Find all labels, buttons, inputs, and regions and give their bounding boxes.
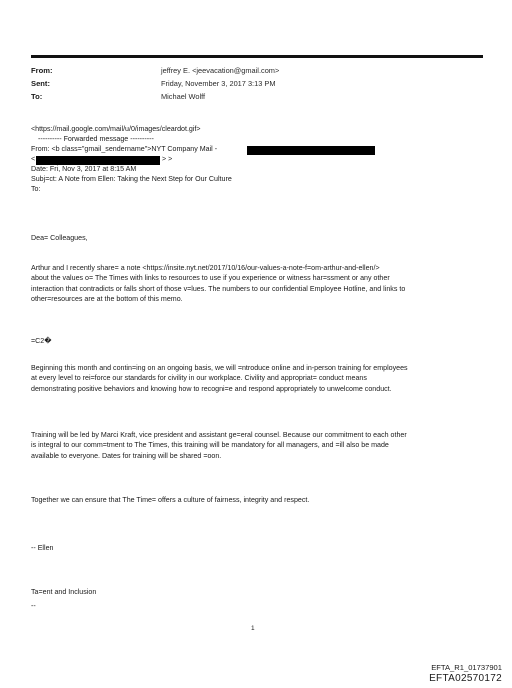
redaction-bar	[36, 156, 160, 165]
sent-label: Sent:	[31, 79, 50, 88]
paragraph-line: about the values o= The Times with links to resources to use if you experience or witness har=ssment or any other	[31, 274, 390, 283]
bates-number: EFTA02570172	[429, 673, 502, 684]
page-number: 1	[251, 625, 255, 632]
to-value: Michael Wolff	[161, 92, 206, 101]
paragraph-training-intro	[31, 363, 487, 394]
paragraph-line: is integral to our comm=tment to The Times, this training will be mandatory for all managers, and =ill also be made	[31, 441, 389, 450]
forwarded-message-line: ---------- Forwarded message ----------	[38, 135, 154, 143]
forward-to-line: To:	[31, 185, 41, 193]
signoff: -- Ellen	[31, 544, 54, 552]
paragraph-line: other=resources are at the bottom of this memo.	[31, 295, 183, 304]
forward-from-line: From: <b class="gmail_sendername">NYT Company Mail -	[31, 145, 218, 153]
forward-subject-line: Subj=ct: A Note from Ellen: Taking the Next Step for Our Culture	[31, 175, 232, 183]
forward-from-line-end: > >	[162, 155, 173, 163]
image-link-line: <https://mail.google.com/mail/u/0/images/cleardot.gif>	[31, 125, 201, 133]
paragraph-line: Training will be led by Marci Kraft, vice president and assistant ge=eral counsel. Because our commitment to each other	[31, 431, 407, 439]
paragraph-line: Arthur and I recently share= a note <https://insite.nyt.net/2017/10/16/our-values-a-note-f=om-arthur-and-ellen/>	[31, 264, 380, 272]
encoded-char-line: =C2�	[31, 337, 52, 345]
to-label: To:	[31, 92, 43, 101]
paragraph-line: Beginning this month and contin=ing on an ongoing basis, we will =ntroduce online and in-person training for employees	[31, 364, 408, 372]
paragraph-line: interaction that contradicts or falls short of those v=lues. The numbers to our confidential Employee Hotline, and links to	[31, 284, 406, 293]
paragraph-line: at every level to rei=force our standards for civility in our workplace. Civility and appropriat= conduct means	[31, 374, 367, 383]
paragraph-values-note	[31, 263, 487, 305]
from-label: From:	[31, 66, 53, 75]
sent-value: Friday, November 3, 2017 3:13 PM	[161, 79, 276, 88]
forward-date-line: Date: Fri, Nov 3, 2017 at 8:15 AM	[31, 165, 137, 173]
greeting: Dea= Colleagues,	[31, 234, 88, 242]
redaction-bar	[247, 146, 375, 155]
header-rule	[31, 55, 483, 58]
dashes-line: --	[31, 602, 36, 610]
paragraph-line: demonstrating positive behaviors and knowing how to recogni=e and respond appropriately to unwelcome conduct.	[31, 384, 392, 393]
paragraph-training-lead	[31, 430, 487, 461]
forward-from-lt: <	[31, 155, 36, 163]
bates-number-small: EFTA_R1_01737901	[431, 663, 502, 672]
paragraph-line: available to everyone. Dates for training will be shared =oon.	[31, 451, 222, 460]
department-line: Ta=ent and Inclusion	[31, 588, 97, 596]
paragraph-closing: Together we can ensure that The Time= offers a culture of fairness, integrity and respect.	[31, 496, 310, 504]
from-value: jeffrey E. <jeevacation@gmail.com>	[161, 66, 280, 75]
